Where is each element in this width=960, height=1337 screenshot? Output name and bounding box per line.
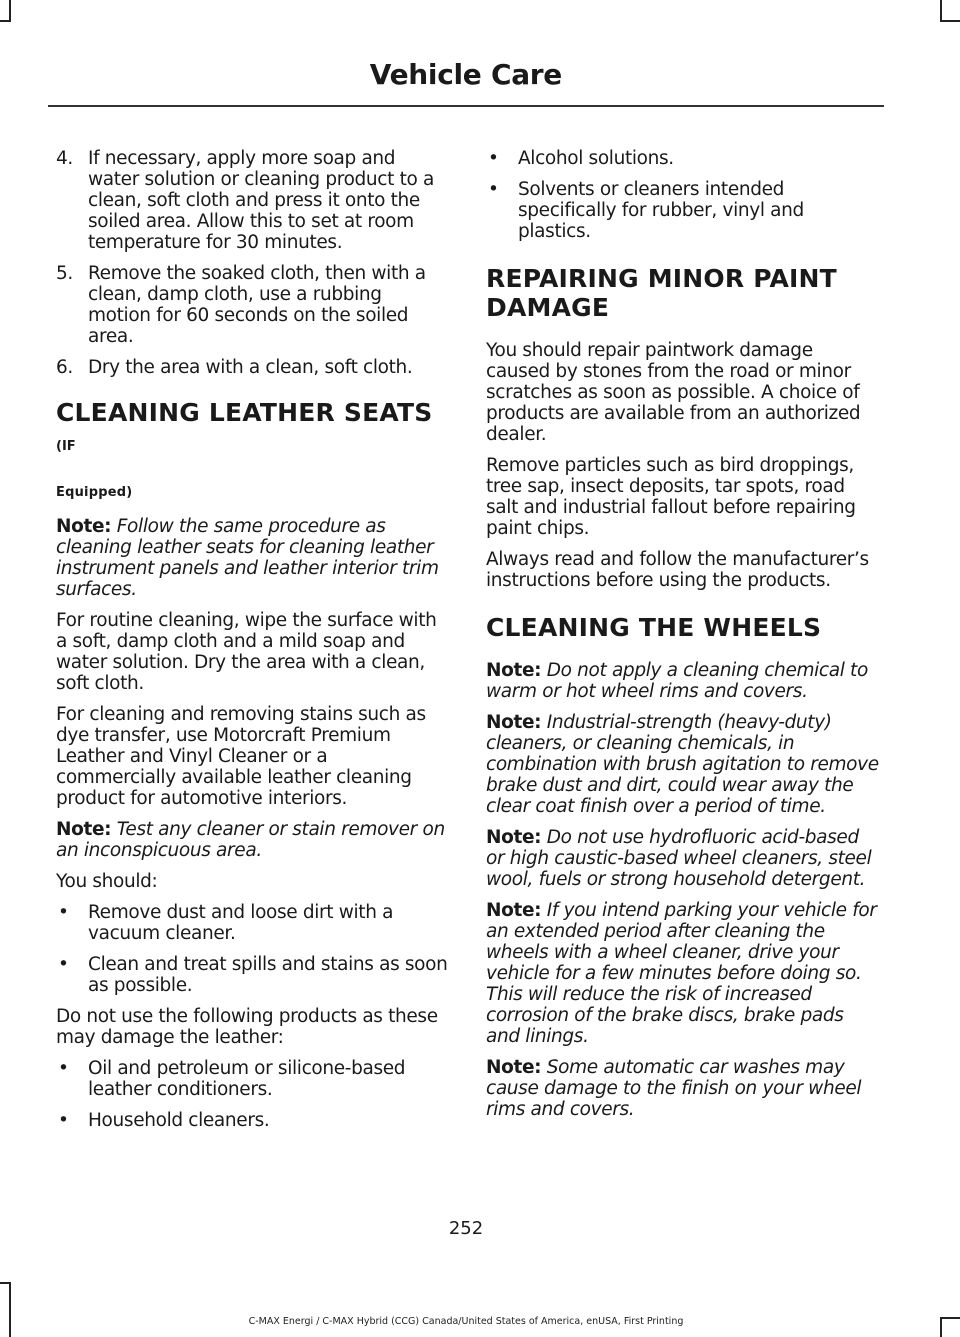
note-paragraph [486,900,880,1047]
section-title: Vehicle Care [369,58,562,91]
step-text: Remove the soaked cloth, then with a clean, damp cloth, use a rubbing motion for 60 seconds on the soiled area. [88,263,426,347]
note-text: Test any cleaner or stain remover on an inconspicuous area. [56,819,445,861]
note-label: Note: [486,900,542,921]
bullet-dot: • [58,954,69,975]
note-text: Industrial-strength (heavy-duty) cleaners, or cleaning chemicals, in combination with brush agitation to remove brake dust and dirt, could wear away the clear coat finish over a period of time. [486,712,879,817]
body-paragraph: You should repair paintwork damage caused by stones from the road or minor scratches as soon as possible. A choice of products are available from an authorized dealer. [486,340,861,445]
left-column [56,148,448,1141]
bullet-dot: • [58,902,69,923]
crop-mark-bottom-left-h [0,1282,11,1284]
crop-mark-top-left-h [0,20,11,22]
bullet-item [56,1110,448,1131]
note-paragraph [56,819,448,861]
note-text: Some automatic car washes may cause damage to the finish on your wheel rims and covers. [486,1057,862,1120]
step-number: 6. [56,357,73,378]
crop-mark-top-right-v [940,0,942,20]
leather-heading-text: CLEANING LEATHER SEATS [56,398,433,427]
note-text: Follow the same procedure as cleaning leather seats for cleaning leather instrument panels and leather interior trim surfaces. [56,516,439,600]
note-text: Do not apply a cleaning chemical to warm or hot wheel rims and covers. [486,660,868,702]
note-paragraph [486,1057,880,1120]
right-column [486,148,880,1130]
bullet-text: Household cleaners. [88,1110,270,1131]
header-rule [48,105,884,107]
crop-mark-top-left-v [9,0,11,20]
bullet-dot: • [488,179,499,200]
note-label: Note: [486,827,542,848]
bullet-dot: • [58,1110,69,1131]
step-item [56,357,448,378]
paint-damage-heading [486,264,880,322]
note-text: If you intend parking your vehicle for an extended period after cleaning the wheels with a wheel cleaner, drive your vehicle for a few minutes before doing so. This will reduce the risk of increased corrosion of the brake discs, brake pads and linings. [486,900,877,1047]
crop-mark-bottom-right-h [940,1317,960,1319]
step-item [56,263,448,347]
note-text: Do not use hydrofluoric acid-based or high caustic-based wheel cleaners, steel wool, fuels or strong household detergent. [486,827,872,890]
bullet-text: Solvents or cleaners intended specifically for rubber, vinyl and plastics. [518,179,804,242]
bullet-item [486,179,880,242]
bullet-item [56,902,448,944]
body-paragraph: Remove particles such as bird droppings, tree sap, insect deposits, tar spots, road salt and industrial fallout before repairing paint chips. [486,455,856,539]
note-label: Note: [486,712,542,733]
paint-heading-line2: DAMAGE [486,293,610,322]
step-text: If necessary, apply more soap and water solution or cleaning product to a clean, soft cloth and press it onto the soiled area. Allow this to set at room temperature for 30 minutes. [88,148,434,253]
publication-footer: C-MAX Energi / C-MAX Hybrid (CCG) Canada/United States of America, enUSA, First Printing [248,1316,684,1327]
body-paragraph: Always read and follow the manufacturer’s instructions before using the products. [486,549,869,591]
body-paragraph: Do not use the following products as these may damage the leather: [56,1006,438,1048]
bullet-text: Remove dust and loose dirt with a vacuum cleaner. [88,902,394,944]
body-paragraph: For routine cleaning, wipe the surface with a soft, damp cloth and a mild soap and water solution. Dry the area with a clean, soft cloth. [56,610,437,694]
page-number: 252 [448,1218,484,1239]
note-label: Note: [56,819,112,840]
step-item [56,148,448,253]
note-label: Note: [486,660,542,681]
note-paragraph [486,712,880,817]
bullet-item [486,148,880,169]
bullet-dot: • [58,1058,69,1079]
note-paragraph [486,660,880,702]
crop-mark-top-right-h [940,20,960,22]
crop-mark-bottom-right-v [940,1317,942,1337]
bullet-text: Alcohol solutions. [518,148,674,169]
leather-seats-heading [56,398,448,500]
step-number: 4. [56,148,73,169]
note-paragraph [56,516,448,600]
leather-heading-suffix: (IF [56,439,76,454]
body-paragraph: You should: [56,871,158,892]
note-paragraph [486,827,880,890]
bullet-text: Clean and treat spills and stains as soon as possible. [88,954,448,996]
note-label: Note: [486,1057,542,1078]
body-paragraph: For cleaning and removing stains such as dye transfer, use Motorcraft Premium Leather and Vinyl Cleaner or a commercially available leather cleaning product for automotive interiors. [56,704,426,809]
leather-heading-suffix-line2: Equipped) [56,485,133,500]
bullet-item [56,954,448,996]
paint-heading-line1: REPAIRING MINOR PAINT [486,264,837,293]
crop-mark-bottom-left-v [9,1282,11,1337]
note-label: Note: [56,516,112,537]
step-text: Dry the area with a clean, soft cloth. [88,357,413,378]
bullet-text: Oil and petroleum or silicone-based leather conditioners. [88,1058,406,1100]
step-number: 5. [56,263,73,284]
bullet-dot: • [488,148,499,169]
bullet-item [56,1058,448,1100]
wheels-heading: CLEANING THE WHEELS [486,613,822,642]
